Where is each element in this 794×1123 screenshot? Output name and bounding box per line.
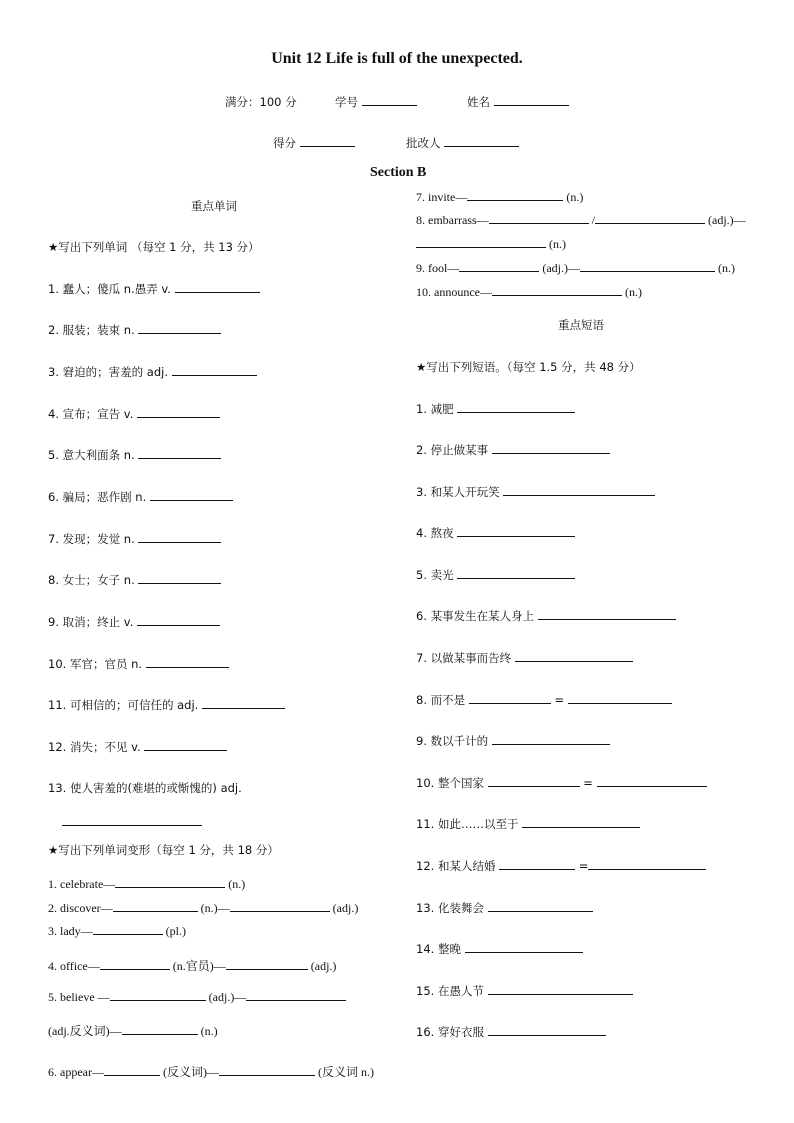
answer-blank[interactable]	[503, 484, 655, 496]
answer-blank[interactable]	[597, 775, 707, 787]
word-item: 3. 窘迫的；害羞的 adj.	[48, 364, 257, 380]
answer-blank[interactable]	[172, 364, 257, 376]
form-item-9: 9. fool— (adj.)— (n.)	[416, 261, 735, 275]
page-title: Unit 12 Life is full of the unexpected.	[271, 50, 523, 67]
phrase-item: 12. 和某人结婚 =	[416, 858, 706, 874]
answer-blank[interactable]	[580, 260, 715, 272]
phrase-item: 4. 熬夜	[416, 525, 575, 541]
answer-blank[interactable]	[202, 697, 285, 709]
answer-blank[interactable]	[568, 692, 672, 704]
answer-blank[interactable]	[175, 281, 260, 293]
student-no-blank[interactable]	[362, 94, 417, 106]
answer-blank[interactable]	[499, 858, 575, 870]
left-instruction-1: ★写出下列单词 （每空 1 分，共 13 分）	[48, 240, 260, 254]
left-heading: 重点单词	[191, 199, 237, 213]
answer-blank[interactable]	[489, 212, 589, 224]
name-label: 姓名	[467, 94, 569, 110]
answer-blank[interactable]	[488, 1024, 606, 1036]
answer-blank[interactable]	[457, 401, 575, 413]
name-blank[interactable]	[494, 94, 569, 106]
answer-blank[interactable]	[146, 656, 229, 668]
answer-blank[interactable]	[246, 989, 346, 1001]
form-item-10: 10. announce— (n.)	[416, 285, 642, 299]
answer-blank[interactable]	[104, 1064, 160, 1076]
form-item-5: 5. believe — (adj.)—	[48, 989, 346, 1005]
word-item: 12. 消失；不见 v.	[48, 739, 227, 755]
word-item: 8. 女士；女子 n.	[48, 572, 221, 588]
answer-blank[interactable]	[457, 525, 575, 537]
answer-blank[interactable]	[488, 900, 593, 912]
answer-blank[interactable]	[226, 958, 308, 970]
answer-blank[interactable]	[416, 236, 546, 248]
answer-blank[interactable]	[138, 447, 221, 459]
answer-blank[interactable]	[138, 531, 221, 543]
answer-blank[interactable]	[138, 572, 221, 584]
right-instruction: ★写出下列短语。（每空 1.5 分，共 48 分）	[416, 360, 641, 374]
phrase-item: 9. 数以千计的	[416, 733, 610, 749]
answer-blank[interactable]	[62, 814, 202, 826]
form-item-8: 8. embarrass— / (adj.)—	[416, 213, 746, 227]
answer-blank[interactable]	[465, 941, 583, 953]
answer-blank[interactable]	[113, 900, 198, 912]
score-blank[interactable]	[300, 135, 355, 147]
form-item-6: 6. appear— (反义词)— (反义词 n.)	[48, 1065, 374, 1079]
left-instruction-2: ★写出下列单词变形（每空 1 分，共 18 分）	[48, 843, 279, 857]
phrase-item: 5. 卖光	[416, 567, 575, 583]
grader-label: 批改人	[406, 135, 519, 151]
answer-blank[interactable]	[515, 650, 633, 662]
answer-blank[interactable]	[230, 900, 330, 912]
answer-blank[interactable]	[110, 989, 206, 1001]
answer-blank[interactable]	[150, 489, 233, 501]
word-item: 13. 使人害羞的(难堪的或惭愧的) adj.	[48, 781, 242, 795]
phrase-item: 16. 穿好衣服	[416, 1024, 606, 1040]
form-item-3: 3. lady— (pl.)	[48, 924, 186, 938]
form-item-8b: (n.)	[416, 236, 566, 252]
phrase-item: 10. 整个国家 =	[416, 775, 707, 791]
word-item: 10. 军官；官员 n.	[48, 656, 229, 672]
phrase-item: 15. 在愚人节	[416, 983, 633, 999]
form-item-4: 4. office— (n.官员)— (adj.)	[48, 959, 337, 973]
form-item-5b: (adj.反义词)— (n.)	[48, 1024, 218, 1038]
word-item: 2. 服装；装束 n.	[48, 322, 221, 338]
full-score-label: 满分：100 分	[225, 95, 297, 109]
form-item-1: 1. celebrate— (n.)	[48, 877, 246, 891]
answer-blank[interactable]	[488, 983, 633, 995]
answer-blank[interactable]	[492, 733, 610, 745]
answer-blank[interactable]	[457, 567, 575, 579]
answer-blank[interactable]	[138, 322, 221, 334]
answer-blank[interactable]	[538, 608, 676, 620]
score-label: 得分	[273, 135, 355, 151]
word-item: 7. 发现；发觉 n.	[48, 531, 221, 547]
phrase-item: 2. 停止做某事	[416, 442, 610, 458]
answer-blank[interactable]	[219, 1064, 315, 1076]
word-item: 5. 意大利面条 n.	[48, 447, 221, 463]
phrase-item: 11. 如此……以至于	[416, 816, 640, 832]
phrase-item: 8. 而不是 =	[416, 692, 672, 708]
answer-blank[interactable]	[469, 692, 551, 704]
word-item: 1. 蠢人；傻瓜 n.愚弄 v.	[48, 281, 260, 297]
answer-blank[interactable]	[122, 1023, 198, 1035]
right-heading: 重点短语	[558, 318, 604, 332]
phrase-item: 14. 整晚	[416, 941, 583, 957]
answer-blank[interactable]	[595, 212, 705, 224]
word-item: 11. 可相信的；可信任的 adj.	[48, 697, 285, 713]
answer-blank[interactable]	[137, 614, 220, 626]
answer-blank[interactable]	[492, 442, 610, 454]
answer-blank[interactable]	[522, 816, 640, 828]
answer-blank[interactable]	[100, 958, 170, 970]
section-title: Section B	[370, 165, 427, 180]
phrase-item: 6. 某事发生在某人身上	[416, 608, 676, 624]
phrase-item: 7. 以做某事而告终	[416, 650, 633, 666]
answer-blank[interactable]	[492, 284, 622, 296]
word-item: 6. 骗局；恶作剧 n.	[48, 489, 233, 505]
form-item-7: 7. invite— (n.)	[416, 190, 584, 204]
answer-blank[interactable]	[488, 775, 580, 787]
answer-blank[interactable]	[115, 876, 225, 888]
answer-blank[interactable]	[144, 739, 227, 751]
answer-blank[interactable]	[137, 406, 220, 418]
answer-blank[interactable]	[588, 858, 706, 870]
answer-blank[interactable]	[93, 923, 163, 935]
answer-blank[interactable]	[459, 260, 539, 272]
form-item-2: 2. discover— (n.)— (adj.)	[48, 901, 359, 915]
phrase-item: 13. 化装舞会	[416, 900, 593, 916]
phrase-item: 3. 和某人开玩笑	[416, 484, 655, 500]
word-item: 4. 宣布；宣告 v.	[48, 406, 220, 422]
word-item: 9. 取消；终止 v.	[48, 614, 220, 630]
student-no-label: 学号	[335, 94, 417, 110]
phrase-item: 1. 减肥	[416, 401, 575, 417]
answer-blank[interactable]	[467, 189, 563, 201]
grader-blank[interactable]	[444, 135, 519, 147]
